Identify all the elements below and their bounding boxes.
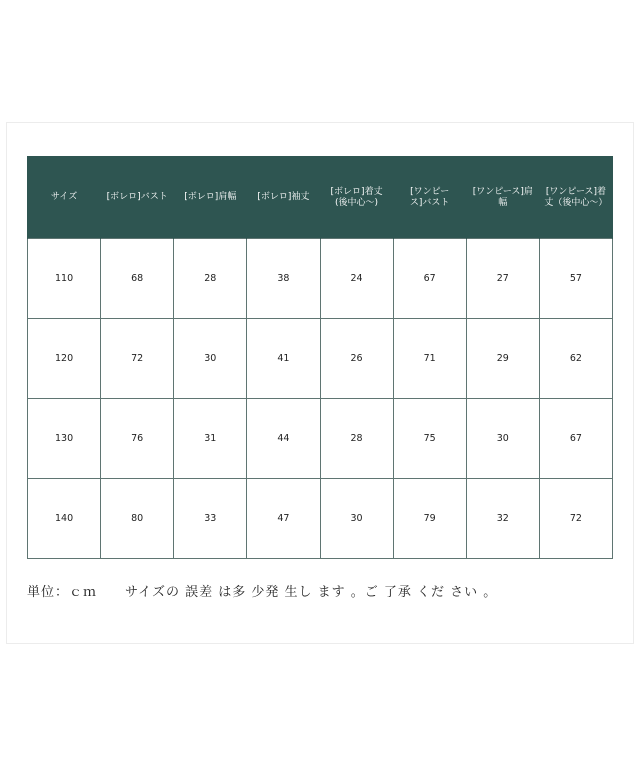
header-bolero-length: [ボレロ]着丈 (後中心〜) — [320, 157, 393, 239]
header-onepiece-length: [ワンピース]着 丈（後中心〜） — [539, 157, 612, 239]
header-bolero-bust: [ボレロ]バスト — [101, 157, 174, 239]
size-note: 単位：ｃｍ サイズの 誤差 は多 少発 生し ます 。ご 了承 くだ さい 。 — [27, 585, 498, 600]
header-onepiece-bust: [ワンピー ス]バスト — [393, 157, 466, 239]
table-cell: 72 — [539, 479, 612, 559]
table-cell: 28 — [174, 239, 247, 319]
table-cell: 79 — [393, 479, 466, 559]
table-cell: 38 — [247, 239, 320, 319]
table-cell: 30 — [466, 399, 539, 479]
table-cell: 72 — [101, 319, 174, 399]
table-cell: 71 — [393, 319, 466, 399]
table-cell: 47 — [247, 479, 320, 559]
header-size: サイズ — [28, 157, 101, 239]
table-cell: 30 — [174, 319, 247, 399]
table-cell: 29 — [466, 319, 539, 399]
table-cell: 41 — [247, 319, 320, 399]
table-cell: 24 — [320, 239, 393, 319]
header-onepiece-shoulder: [ワンピース]肩幅 — [466, 157, 539, 239]
table-cell: 80 — [101, 479, 174, 559]
table-row — [28, 319, 613, 399]
table-cell: 44 — [247, 399, 320, 479]
table-cell: 30 — [320, 479, 393, 559]
table-header-row — [28, 157, 613, 239]
header-bolero-shoulder: [ボレロ]肩幅 — [174, 157, 247, 239]
table-cell: 32 — [466, 479, 539, 559]
table-row — [28, 479, 613, 559]
table-cell: 33 — [174, 479, 247, 559]
table-cell: 76 — [101, 399, 174, 479]
table-cell: 110 — [28, 239, 101, 319]
table-cell: 31 — [174, 399, 247, 479]
table-cell: 120 — [28, 319, 101, 399]
table-row — [28, 239, 613, 319]
table-cell: 67 — [393, 239, 466, 319]
table-cell: 67 — [539, 399, 612, 479]
table-cell: 75 — [393, 399, 466, 479]
table-cell: 28 — [320, 399, 393, 479]
table-row — [28, 399, 613, 479]
table-cell: 130 — [28, 399, 101, 479]
table-cell: 62 — [539, 319, 612, 399]
table-cell: 26 — [320, 319, 393, 399]
table-cell: 57 — [539, 239, 612, 319]
table-cell: 140 — [28, 479, 101, 559]
table-cell: 27 — [466, 239, 539, 319]
table-cell: 68 — [101, 239, 174, 319]
header-bolero-sleeve: [ボレロ]袖丈 — [247, 157, 320, 239]
size-table — [27, 156, 613, 559]
